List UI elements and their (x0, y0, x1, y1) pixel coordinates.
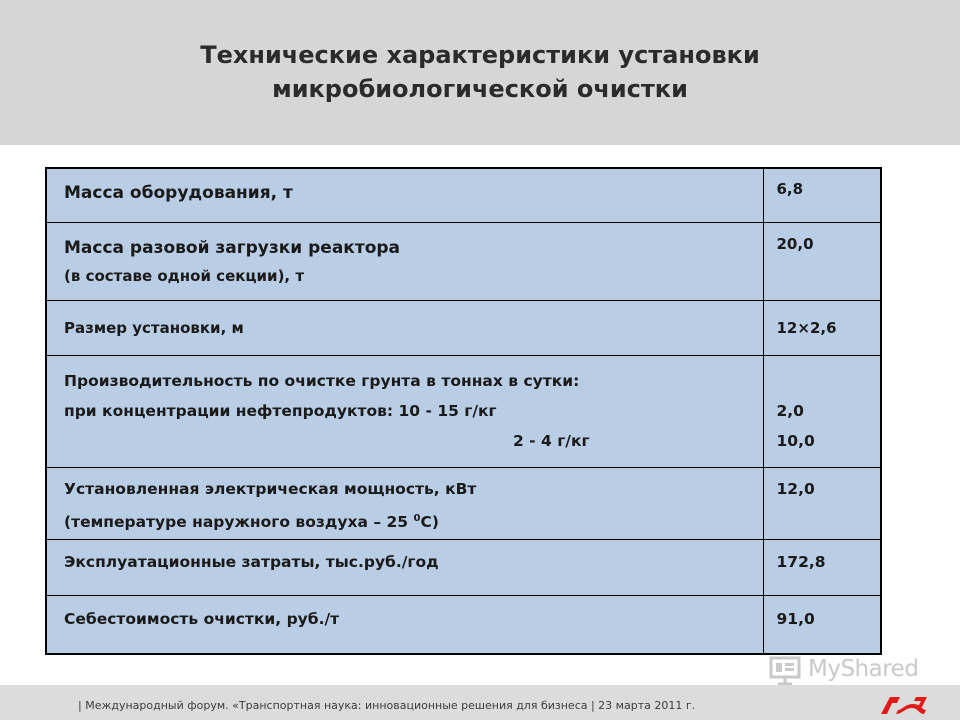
footer-text: | Международный форум. «Транспортная наука: инновационные решения для бизнеса | 23 марта 2011 г. (78, 699, 696, 712)
param-text: (температуре наружного воздуха – 25 (64, 512, 414, 531)
table-row (46, 300, 881, 355)
param-text: при концентрации нефтепродуктов: 10 - 15 г/кг (64, 401, 497, 420)
specs-table (45, 167, 882, 655)
slide-title (0, 38, 960, 106)
table-row (46, 355, 881, 467)
param-text: (в составе одной секции), т (64, 266, 305, 285)
param-text: Производительность по очистке грунта в тоннах в сутки: (64, 371, 580, 390)
value-text: 91,0 (776, 609, 815, 628)
title-line-1: Технические характеристики установки (200, 41, 760, 69)
value-cell (763, 300, 881, 355)
param-text: Себестоимость очистки, руб./т (64, 609, 340, 628)
rzd-logo (878, 694, 930, 716)
param-text: Масса разовой загрузки реактора (64, 237, 401, 258)
param-cell (46, 168, 763, 222)
param-text: 2 - 4 г/кг (513, 431, 590, 450)
value-cell (763, 467, 881, 539)
param-cell (46, 355, 763, 467)
param-cell (46, 595, 763, 654)
param-cell (46, 300, 763, 355)
table-row (46, 595, 881, 654)
param-text: Масса оборудования, т (64, 183, 293, 203)
table-row (46, 467, 881, 539)
watermark-text: MyShared (808, 656, 919, 682)
value-text: 10,0 (776, 431, 815, 450)
param-cell (46, 539, 763, 595)
param-cell (46, 467, 763, 539)
value-cell (763, 168, 881, 222)
value-cell (763, 222, 881, 300)
param-text-line (64, 504, 755, 537)
value-text: 6,8 (776, 180, 804, 198)
value-cell (763, 595, 881, 654)
presentation-icon (768, 656, 802, 686)
table-row (46, 539, 881, 595)
param-text: Установленная электрическая мощность, кВт (64, 479, 477, 498)
value-text: 12,0 (776, 479, 815, 498)
value-cell (763, 355, 881, 467)
param-cell (46, 222, 763, 300)
value-text (777, 366, 881, 396)
table-row (46, 168, 881, 222)
value-text: 20,0 (776, 234, 814, 253)
watermark (768, 654, 928, 688)
value-text: 172,8 (776, 552, 826, 571)
degree-superscript: 0 (413, 512, 421, 524)
value-text: 12×2,6 (776, 318, 837, 337)
value-cell (763, 539, 881, 595)
param-text: Эксплуатационные затраты, тыс.руб./год (64, 552, 439, 571)
param-text: С) (420, 512, 439, 531)
value-text: 2,0 (776, 401, 804, 420)
title-line-2: микробиологической очистки (272, 75, 688, 103)
table-row (46, 222, 881, 300)
param-text: Размер установки, м (64, 318, 244, 337)
